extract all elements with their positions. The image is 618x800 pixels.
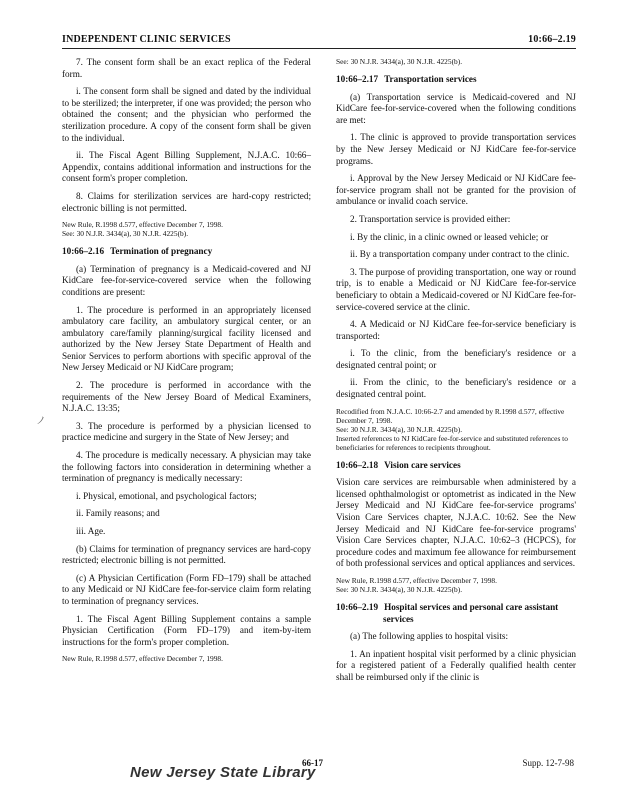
section-number: 10:66–2.16 xyxy=(62,246,105,257)
section-number: 10:66–2.19 xyxy=(336,602,379,612)
paragraph: ii. Family reasons; and xyxy=(76,508,160,519)
paragraph: i. Physical, emotional, and psychological factors; xyxy=(76,490,257,501)
margin-mark: ノ xyxy=(36,416,46,427)
paragraph: Vision care services are reimbursable when administered by a licensed ophthalmologist or optometrist as indicated in the New Jersey Medicaid and NJ KidCare fee-for-service programs' Vision Care Services chapter, N.J.A.C. 10:62. See the New Jersey Medicaid and NJ KidCare fee-for-service programs' Vision Care Services chapter, N.J.A.C. 10:62–3 (HCPCS), for procedure codes and maximum fee allowance for reimbursement of both professional services and optical appliances and services. xyxy=(336,477,576,569)
note-line: See: 30 N.J.R. 3434(a), 30 N.J.R. 4225(b). xyxy=(336,585,463,594)
paragraph: 3. The procedure is performed by a physician licensed to practice medicine and surgery in the State of New Jersey; and xyxy=(62,420,311,443)
header-rule xyxy=(62,48,576,49)
paragraph: (c) A Physician Certification (Form FD–179) shall be attached to any Medicaid or NJ KidCare fee-for-service claim form relating to termination of pregnancy services. xyxy=(62,572,311,606)
paragraph: i. The consent form shall be signed and dated by the individual to be sterilized; the interpreter, if one was provided; the person who obtained the consent; and the physician who performed the sterilization procedure. A copy of the consent form shall be given to the individual. xyxy=(62,86,311,143)
paragraph: 7. The consent form shall be an exact replica of the Federal form. xyxy=(62,57,311,79)
paragraph: (b) Claims for termination of pregnancy services are hard-copy restricted; electronic billing is not permitted. xyxy=(62,543,311,566)
paragraph: (a) The following applies to hospital visits: xyxy=(350,631,509,642)
paragraph: i. To the clinic, from the beneficiary's residence or a designated central point; or xyxy=(336,348,576,370)
paragraph: ii. The Fiscal Agent Billing Supplement, N.J.A.C. 10:66–Appendix, contains additional information and instructions for the consent form's proper completion. xyxy=(62,150,311,184)
note-line: See: 30 N.J.R. 3434(a), 30 N.J.R. 4225(b). xyxy=(62,229,189,239)
section-number: 10:66–2.17 xyxy=(336,74,379,84)
right-column xyxy=(336,57,576,690)
paragraph: ii. From the clinic, to the beneficiary's residence or a designated central point. xyxy=(336,377,576,400)
paragraph: i. By the clinic, in a clinic owned or leased vehicle; or xyxy=(350,231,549,242)
note-line: New Rule, R.1998 d.577, effective December 7, 1998. xyxy=(62,220,223,230)
section-heading xyxy=(336,460,576,472)
note-line: Recodified from N.J.A.C. 10:66-2.7 and amended by R.1998 d.577, effective December 7, 1998. xyxy=(336,406,565,425)
paragraph: 1. The clinic is approved to provide transportation services by the New Jersey Medicaid or NJ KidCare fee-for-service programs. xyxy=(336,132,576,166)
paragraph: 1. The Fiscal Agent Billing Supplement contains a sample Physician Certification (Form FD–179) and item-by-item instructions for the form's proper completion. xyxy=(62,613,311,647)
paragraph: 1. The procedure is performed in an appropriately licensed ambulatory care facility, an ambulatory surgical center, or an ambulatory care/family planning/surgical facility licensed and authorized by the New Jersey State Department of Health and Senior Services to perform abortions with specific approval of the New Jersey Medicaid or NJ KidCare program; xyxy=(62,304,311,373)
paragraph: (a) Transportation service is Medicaid-covered and NJ KidCare fee-for-service-covered when the following conditions are met: xyxy=(336,91,576,125)
section-title: Hospital services and personal care assistant services xyxy=(383,602,559,624)
paragraph: iii. Age. xyxy=(76,526,106,536)
paragraph: 8. Claims for sterilization services are hard-copy restricted; electronic billing is not permitted. xyxy=(62,190,311,213)
section-heading xyxy=(336,602,576,625)
note-line: New Rule, R.1998 d.577, effective December 7, 1998. xyxy=(336,576,497,585)
paragraph: 4. A Medicaid or NJ KidCare fee-for-service beneficiary is transported: xyxy=(336,319,576,341)
section-heading xyxy=(62,246,311,258)
history-note xyxy=(62,654,311,663)
history-note xyxy=(336,57,576,66)
paragraph: i. Approval by the New Jersey Medicaid or NJ KidCare fee-for-service program shall not be granted for the provision of ambulance or invalid coach service. xyxy=(336,173,576,207)
section-title: Transportation services xyxy=(384,74,477,84)
left-column xyxy=(62,57,311,671)
header-title: INDEPENDENT CLINIC SERVICES xyxy=(62,34,231,45)
section-title: Vision care services xyxy=(384,459,461,470)
section-title: Termination of pregnancy xyxy=(110,246,213,257)
history-note xyxy=(62,220,311,238)
history-note xyxy=(336,576,576,594)
paragraph: 3. The purpose of providing transportation, one way or round trip, is to enable a Medicaid or NJ KidCare fee-for-service beneficiary to obtain a Medicaid-covered or NJ KidCare fee-for-service-covered service at the clinic. xyxy=(336,266,576,312)
note-line: See: 30 N.J.R. 3434(a), 30 N.J.R. 4225(b). xyxy=(336,57,463,66)
paragraph: 1. An inpatient hospital visit performed by a clinic physician for a registered patient of a Federally qualified health center shall be reimbursed only if the clinic is xyxy=(336,648,576,682)
paragraph: (a) Termination of pregnancy is a Medicaid-covered and NJ KidCare fee-for-service-covered service when the following conditions are present: xyxy=(62,263,311,297)
paragraph: 2. The procedure is performed in accordance with the requirements of the New Jersey Board of Medical Examiners, N.J.A.C. 13:35; xyxy=(62,380,311,414)
note-line: Inserted references to NJ KidCare fee-for-service and substituted references to beneficiaries for references to recipients throughout. xyxy=(336,433,568,452)
section-heading xyxy=(336,74,576,86)
paragraph: ii. By a transportation company under contract to the clinic. xyxy=(350,249,570,260)
paragraph: 4. The procedure is medically necessary. A physician may take the following factors into consideration in determining whether a termination of pregnancy is medically necessary: xyxy=(62,450,311,484)
library-stamp: New Jersey State Library xyxy=(130,764,316,781)
note-line: See: 30 N.J.R. 3434(a), 30 N.J.R. 4225(b). xyxy=(336,424,463,434)
page-number: 66-17 xyxy=(302,758,323,768)
note-line: New Rule, R.1998 d.577, effective December 7, 1998. xyxy=(62,654,223,664)
header-section-number: 10:66–2.19 xyxy=(528,34,576,45)
paragraph: 2. Transportation service is provided either: xyxy=(350,213,511,224)
section-number: 10:66–2.18 xyxy=(336,459,379,470)
supplement-date: Supp. 12-7-98 xyxy=(522,758,574,768)
history-note xyxy=(336,407,576,452)
